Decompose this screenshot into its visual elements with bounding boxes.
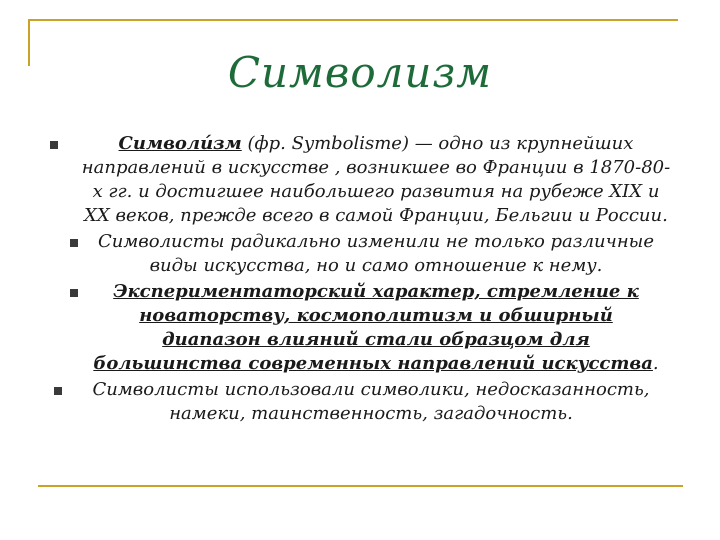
square-bullet-icon <box>50 141 58 149</box>
frame-bottom-line <box>38 485 683 487</box>
attitude-text: Символисты радикально изменили не только различные виды искусства, но и само отношение к нему. <box>97 231 654 276</box>
square-bullet-icon <box>70 289 78 297</box>
bullet-item-attitude <box>40 230 680 278</box>
term-symbolism: Символи́зм <box>118 133 242 154</box>
bullet-item-definition <box>40 132 680 228</box>
bullet-item-experimental <box>40 280 680 376</box>
symbols-text: Символисты использовали символики, недосказанность, намеки, таинственность, загадочность. <box>92 379 650 424</box>
bullet-item-symbols <box>40 378 680 426</box>
experimental-text: Экспериментаторский характер, стремление к новаторству, космополитизм и обширный диапазон влияний стали образцом для большинства современных направлений искусства <box>93 281 653 374</box>
frame-top-line <box>28 19 678 21</box>
square-bullet-icon <box>54 387 62 395</box>
bullet-list <box>40 132 680 428</box>
experimental-tail: . <box>652 353 659 374</box>
definition-text: (фр. Symbolisme) — одно из крупнейших направлений в искусстве , возникшее во Франции в 1870-80-х гг. и достигшее наибольшего развития на рубеже XIX и XX веков, прежде всего в самой Франции, Бельгии и России. <box>81 133 671 226</box>
slide-title: Символизм <box>227 48 493 97</box>
square-bullet-icon <box>70 239 78 247</box>
